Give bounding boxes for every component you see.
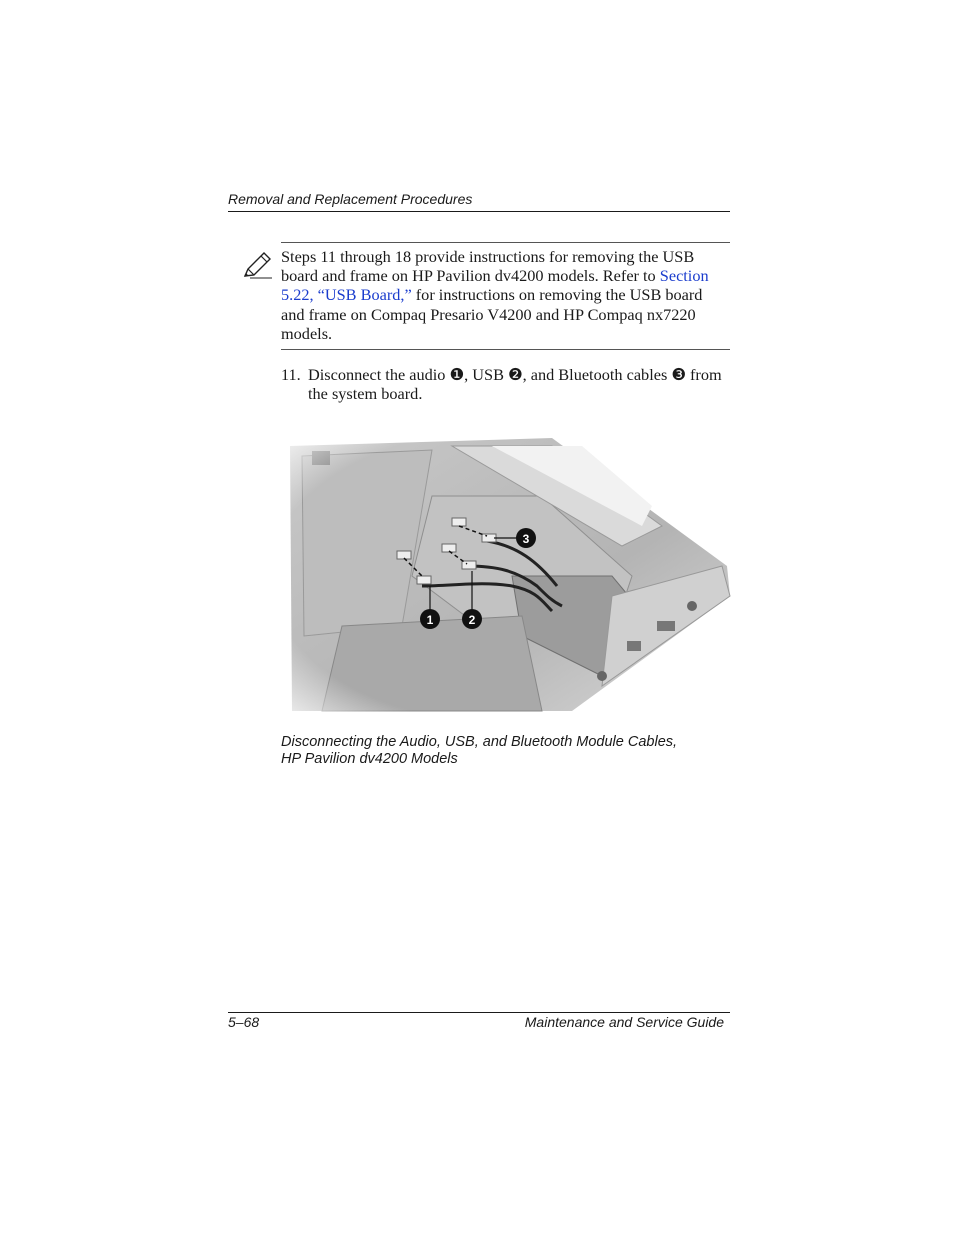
callout-3-label: 3: [522, 532, 530, 546]
callout-2: [462, 609, 482, 629]
caption-line-2: HP Pavilion dv4200 Models: [281, 751, 458, 767]
page-number: 5–68: [228, 1014, 260, 1030]
note-text: Steps 11 through 18 provide instructions for removing the USB board and frame on HP Pavilion dv4200 models. Refer to Section 5.22, “USB Board,” for instructions on removing the USB board and frame on Compaq Presario V4200 and HP Compaq nx7220 models.: [281, 247, 709, 343]
callout-1: [420, 609, 440, 629]
step-number: 11.: [281, 365, 301, 384]
caption-line-1: Disconnecting the Audio, USB, and Bluetooth Module Cables,: [281, 734, 678, 750]
figure-caption: [281, 734, 731, 768]
section-link[interactable]: Section 5.22, “USB Board,”: [281, 266, 709, 305]
step-text: Disconnect the audio ❶, USB ❷, and Bluetooth cables ❸ from the system board.: [308, 365, 722, 404]
callout-3: [516, 528, 536, 548]
callout-1-label: 1: [426, 613, 434, 627]
header-rule: [228, 211, 730, 212]
footer-rule: [228, 1012, 730, 1013]
note-rule-bottom: [281, 349, 730, 350]
note-rule-top: [281, 242, 730, 243]
pencil-note-icon: [242, 250, 274, 280]
running-header: Removal and Replacement Procedures: [228, 191, 473, 207]
callout-2-label: 2: [468, 613, 476, 627]
figure-cable-disconnect: [282, 436, 732, 716]
guide-title: Maintenance and Service Guide: [524, 1014, 724, 1030]
